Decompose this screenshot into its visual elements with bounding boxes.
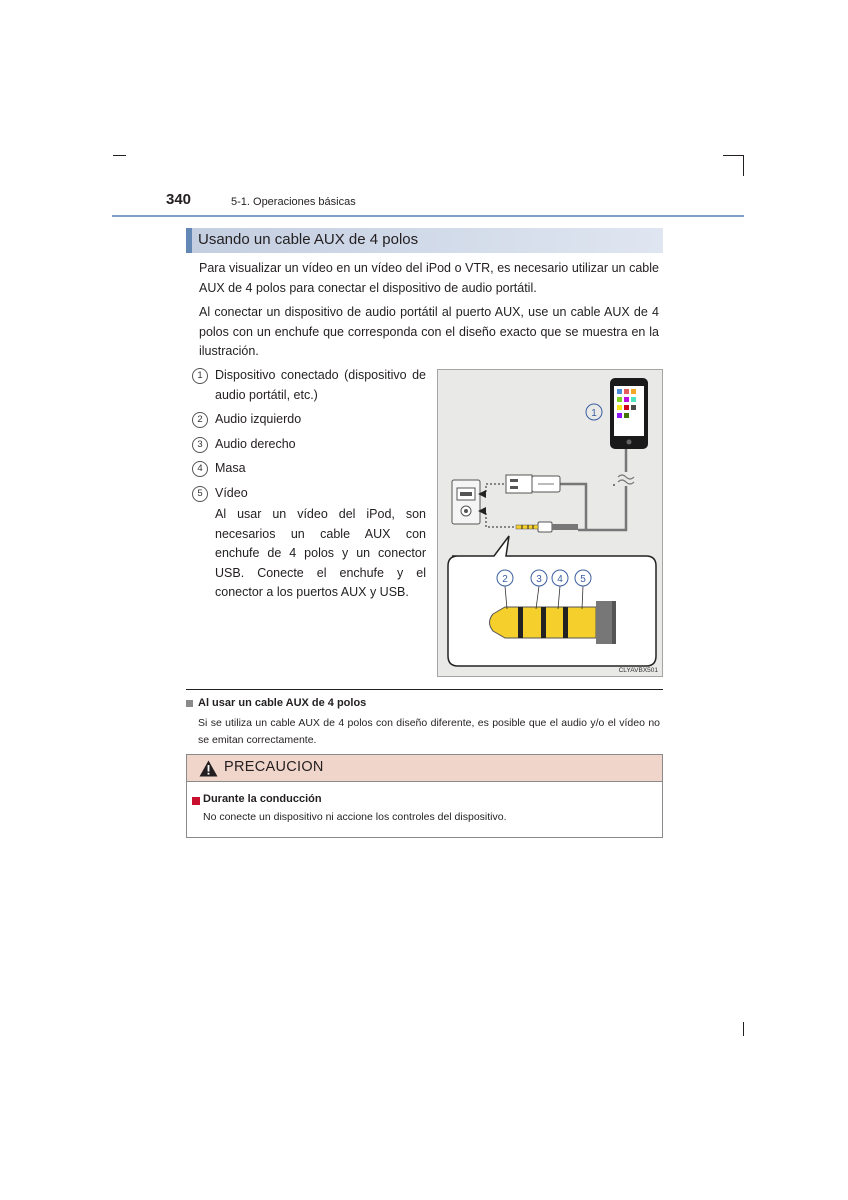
section-title-bar [186,228,663,253]
vehicle-ports-icon [452,480,480,524]
crop-mark-top-left [113,155,126,156]
figure-callout-5: 5 [580,574,586,585]
caution-title: PRECAUCION [224,759,324,775]
section-title: Usando un cable AUX de 4 polos [198,231,419,248]
item-5-note: Al usar un vídeo del iPod, son necesarios un cable AUX con enchufe de 4 polos y un conector USB. Conecte el enchufe y el conector a los puertos AUX y USB. [215,507,426,599]
list-item [192,366,426,405]
list-item-text: Dispositivo conectado (dispositivo de audio portátil, etc.) [215,368,426,402]
section-label: 5-1. Operaciones básicas [231,196,356,208]
figure-code: CLYAVBX501 [618,667,658,674]
note-body: Si se utiliza un cable AUX de 4 polos con diseño diferente, es posible que el audio y/o el vídeo no se emitan correctamente. [198,717,660,746]
figure-callout-1: 1 [591,408,597,419]
list-item-text: Audio izquierdo [215,412,302,426]
caution-body: No conecte un dispositivo ni accione los controles del dispositivo. [203,811,507,823]
aux-cable-illustration [437,369,663,677]
four-pole-plug-icon [490,601,617,644]
figure-callout-2: 2 [502,574,508,585]
paragraph-intro: Para visualizar un vídeo en un vídeo del iPod o VTR, es necesario utilizar un cable AUX de 4 polos para conectar el dispositivo de audio portátil. [199,261,659,295]
title-accent [186,228,192,253]
callout-number: 5 [192,486,208,502]
header-rule [112,215,744,217]
page-number: 340 [166,191,192,208]
list-item [192,435,426,455]
square-bullet-icon [186,700,193,707]
crop-mark-bottom-right [743,1022,744,1036]
callout-number: 3 [192,437,208,453]
smartphone-icon [610,378,648,449]
note-heading-text: Al usar un cable AUX de 4 polos [198,697,367,709]
callout-number: 1 [192,368,208,384]
list-item [192,484,426,603]
red-square-bullet-icon [192,797,200,805]
figure-callout-3: 3 [536,574,542,585]
component-list [192,366,426,608]
list-item-text: Audio derecho [215,436,296,451]
note-heading [186,689,663,709]
caution-subheading: Durante la conducción [203,793,322,805]
list-item [192,459,426,479]
crop-mark-top-right-h [723,155,744,156]
caution-box [186,754,663,838]
list-item-text: Vídeo [215,485,248,500]
callout-number: 2 [192,412,208,428]
callout-number: 4 [192,461,208,477]
list-item [192,410,426,430]
figure-callout-4: 4 [557,574,563,585]
list-item-text: Masa [215,461,246,475]
usb-plug-icon [506,475,560,493]
paragraph-connection: Al conectar un dispositivo de audio portátil al puerto AUX, use un cable AUX de 4 polos con un enchufe que corresponda con el diseño exacto que se muestra en la ilustración. [199,305,659,358]
aux-small-plug-icon [516,522,578,532]
crop-mark-top-right-v [743,155,744,176]
caution-header [187,755,662,782]
warning-triangle-icon [199,760,218,777]
